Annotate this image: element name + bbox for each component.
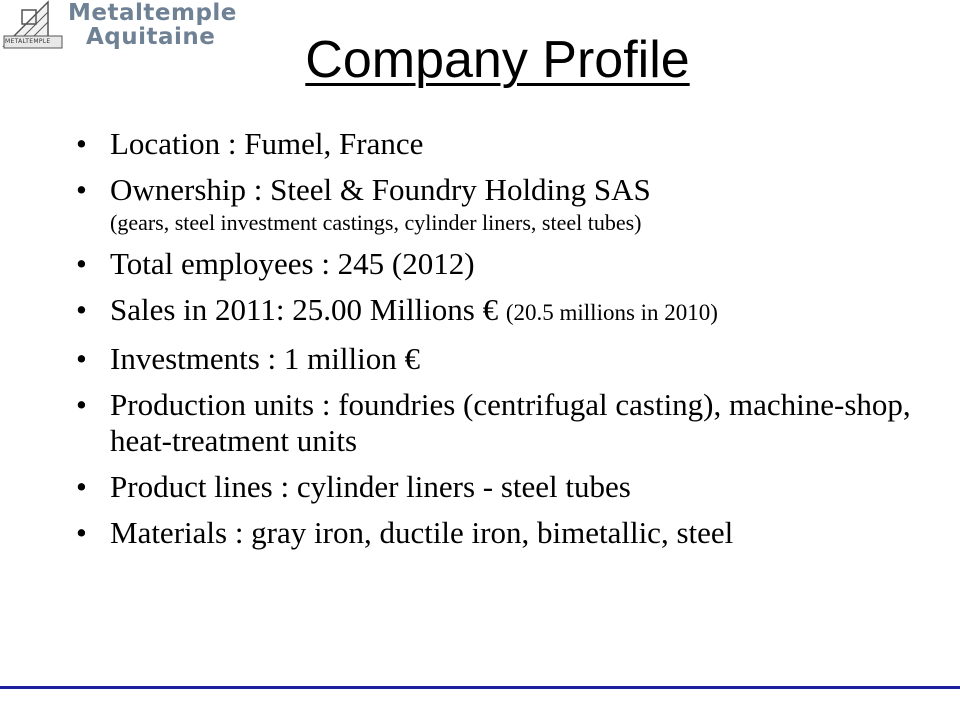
bullet-materials	[76, 515, 946, 551]
bullet-production-units	[76, 387, 946, 459]
bullet-employees	[76, 246, 946, 282]
bullet-marker: •	[76, 126, 87, 161]
bullet-text: Sales in 2011: 25.00 Millions €	[110, 292, 506, 327]
bullet-marker: •	[76, 246, 87, 281]
footer-divider	[0, 686, 960, 689]
bullet-product-lines	[76, 469, 946, 505]
bullet-investments	[76, 341, 946, 377]
bullet-marker: •	[76, 469, 87, 504]
bullet-marker: •	[76, 292, 87, 327]
page-title: Company Profile	[305, 31, 690, 89]
logo-text-line1: Metaltemple	[68, 0, 237, 26]
bullet-subtext: (gears, steel investment castings, cylinder liners, steel tubes)	[110, 210, 642, 235]
bullet-text: Total employees : 245 (2012)	[110, 246, 475, 281]
bullet-text: Materials : gray iron, ductile iron, bimetallic, steel	[110, 515, 734, 550]
bullet-marker: •	[76, 172, 87, 207]
bullet-text: Ownership : Steel & Foundry Holding SAS	[110, 172, 651, 207]
bullet-note: (20.5 millions in 2010)	[505, 300, 718, 325]
logo-text-line2: Aquitaine	[86, 24, 216, 50]
logo-small-text: METALTEMPLE	[5, 38, 51, 45]
bullet-list	[76, 126, 946, 561]
bullet-marker: •	[76, 341, 87, 376]
bullet-text: Investments : 1 million €	[110, 341, 420, 376]
bullet-sales	[76, 292, 946, 331]
bullet-text: Product lines : cylinder liners - steel tubes	[110, 469, 631, 504]
bullet-ownership	[76, 172, 946, 236]
bullet-marker: •	[76, 387, 87, 422]
bullet-text: Production units : foundries (centrifugal casting), machine-shop, heat-treatment units	[110, 387, 911, 458]
bullet-marker: •	[76, 515, 87, 550]
bullet-text: Location : Fumel, France	[110, 126, 424, 161]
bullet-location	[76, 126, 946, 162]
